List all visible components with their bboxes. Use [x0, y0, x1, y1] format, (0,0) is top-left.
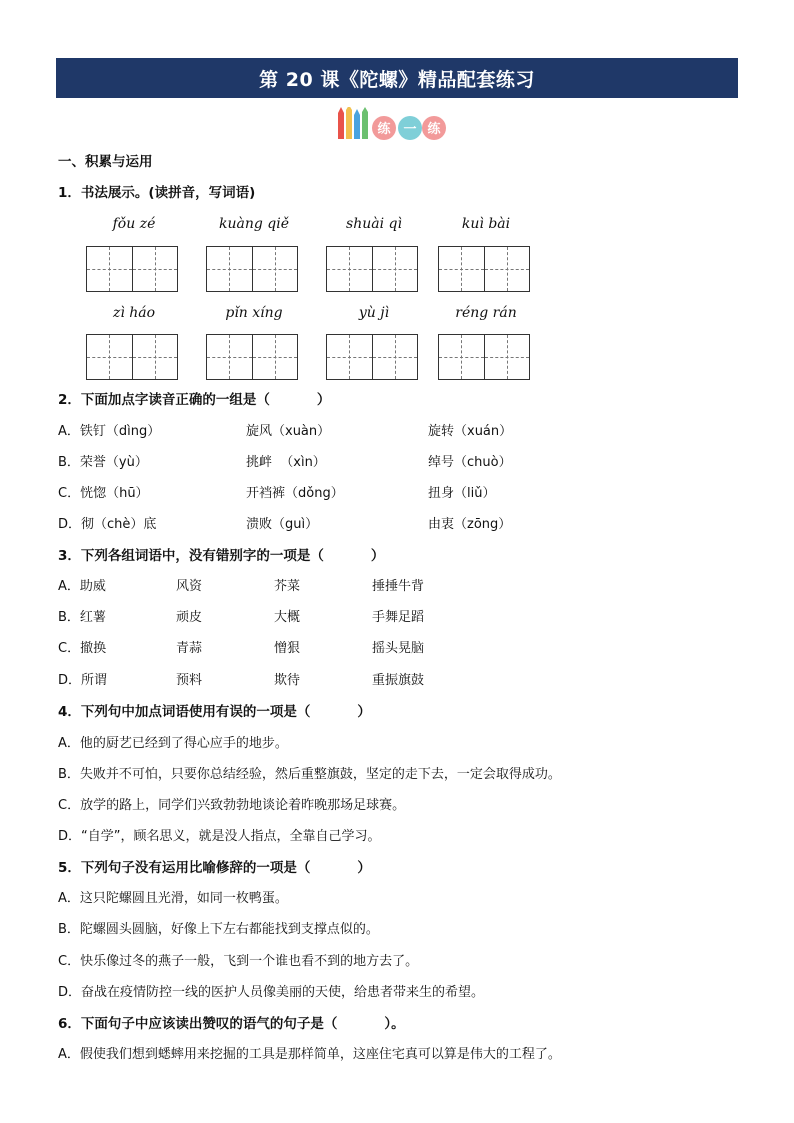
pinyin-label: kuì bài: [461, 216, 511, 232]
writing-grid[interactable]: [206, 246, 298, 292]
option-text: 手舞足蹈: [372, 610, 425, 625]
pinyin-label: pǐn xíng: [225, 305, 283, 321]
option-text: 溃败（guì）: [246, 517, 319, 532]
pinyin-label: zì háo: [112, 305, 156, 321]
option-line: D．奋战在疫情防控一线的医护人员像美丽的天使，给患者带来生的希望。: [58, 985, 485, 1000]
pinyin-label: réng rán: [455, 305, 517, 321]
option-text: 由衷（zōng）: [428, 517, 512, 532]
option-text: 旋转（xuán）: [428, 424, 513, 439]
writing-grid[interactable]: [86, 246, 178, 292]
option-line: C．快乐像过冬的燕子一般，飞到一个谁也看不到的地方去了。: [58, 954, 419, 969]
option-line: B．陀螺圆头圆脑，好像上下左右都能找到支撑点似的。: [58, 922, 379, 937]
page-title: 第 20 课《陀螺》精品配套练习: [259, 68, 535, 91]
badge-char-1: 练: [377, 122, 391, 137]
option-text: 风资: [176, 579, 203, 594]
option-text: B．荣誉（yù）: [58, 455, 148, 470]
option-text: D．彻（chè）底: [58, 517, 157, 532]
pinyin-label: kuàng qiě: [219, 216, 289, 232]
option-text: D．所谓: [58, 673, 108, 688]
option-text: 青蒜: [176, 641, 203, 656]
option-text: 欺待: [274, 673, 301, 688]
writing-grid[interactable]: [86, 334, 178, 380]
question-6-title: 6．下面句子中应该读出赞叹的语气的句子是（ ）。: [58, 1016, 405, 1032]
question-1-title: 1．书法展示。(读拼音，写词语): [58, 185, 256, 201]
option-text: 芥菜: [274, 579, 301, 594]
option-text: 顽皮: [176, 610, 203, 625]
pinyin-label: fǒu zé: [112, 216, 156, 232]
option-line: A．这只陀螺圆且光滑，如同一枚鸭蛋。: [58, 891, 288, 906]
title-banner: [56, 58, 738, 98]
option-text: 摇头晃脑: [372, 641, 425, 656]
pinyin-label: yù jì: [358, 305, 390, 321]
question-2-title: 2．下面加点字读音正确的一组是（ ）: [58, 392, 331, 408]
option-text: 绰号（chuò）: [428, 455, 512, 470]
option-text: 大概: [274, 610, 301, 625]
option-text: 预料: [176, 673, 203, 688]
writing-grid[interactable]: [438, 334, 530, 380]
writing-grid[interactable]: [326, 334, 418, 380]
option-text: 开裆裤（dǒng）: [246, 486, 344, 501]
option-text: C．撤换: [58, 641, 107, 656]
question-4-title: 4．下列句中加点词语使用有误的一项是（ ）: [58, 704, 371, 720]
option-text: A．铁钉（dìng）: [58, 424, 161, 439]
writing-grid[interactable]: [326, 246, 418, 292]
option-text: 扭身（liǔ）: [428, 486, 496, 501]
option-line: D．“自学”，顾名思义，就是没人指点，全靠自己学习。: [58, 829, 381, 844]
option-text: A．助威: [58, 579, 106, 594]
option-line: A．他的厨艺已经到了得心应手的地步。: [58, 736, 288, 751]
section-heading: 一、积累与运用: [58, 154, 153, 170]
pinyin-label: shuài qì: [346, 216, 402, 232]
question-5-title: 5．下列句子没有运用比喻修辞的一项是（ ）: [58, 860, 371, 876]
writing-grid[interactable]: [438, 246, 530, 292]
option-text: 重振旗鼓: [372, 673, 425, 688]
option-line: A．假使我们想到蟋蟀用来挖掘的工具是那样简单，这座住宅真可以算是伟大的工程了。: [58, 1047, 561, 1062]
practice-badge-icon: [336, 107, 448, 143]
option-text: B．红薯: [58, 610, 106, 625]
option-text: 憎狠: [274, 641, 301, 656]
option-text: 旋风（xuàn）: [246, 424, 331, 439]
writing-grid[interactable]: [206, 334, 298, 380]
option-text: 挑衅 （xìn）: [246, 455, 326, 470]
badge-char-2: 一: [403, 122, 417, 137]
option-line: B．失败并不可怕，只要你总结经验，然后重整旗鼓，坚定的走下去，一定会取得成功。: [58, 767, 561, 782]
question-3-title: 3．下列各组词语中，没有错别字的一项是（ ）: [58, 548, 385, 564]
badge-char-3: 练: [427, 122, 441, 137]
option-text: C．恍惚（hū）: [58, 486, 149, 501]
option-line: C．放学的路上，同学们兴致勃勃地谈论着昨晚那场足球赛。: [58, 798, 406, 813]
option-text: 捶捶牛背: [372, 579, 425, 594]
